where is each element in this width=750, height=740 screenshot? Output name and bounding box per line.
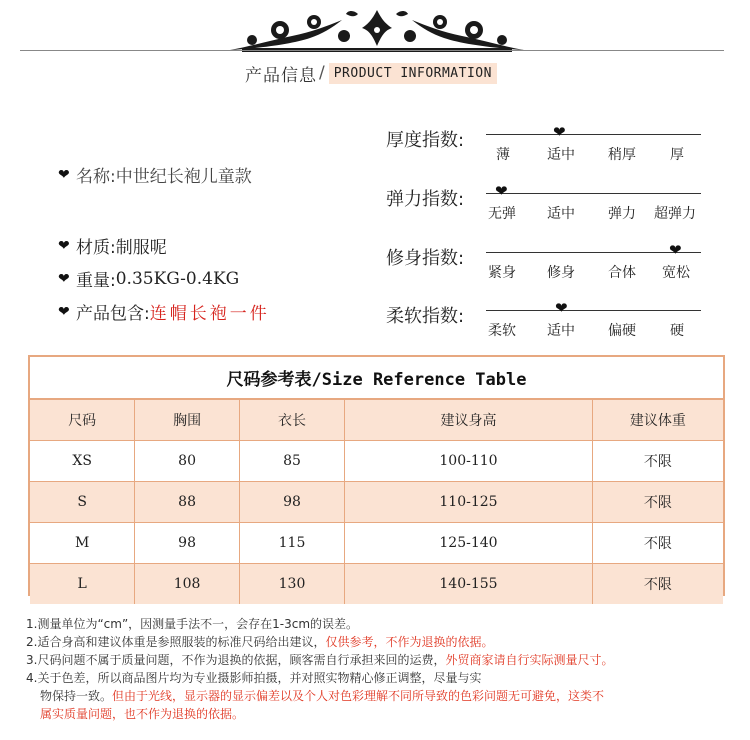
section-title [245, 60, 497, 86]
note-4-cont [26, 687, 741, 705]
heart-marker-icon: ❤ [555, 299, 568, 317]
table-cell: 98 [240, 482, 345, 522]
table-cell: M [30, 523, 135, 563]
material-value: 制服呢 [115, 238, 167, 258]
note-text: 4.关于色差，所以商品图片均为专业摄影师拍摄，并对照实物精心修正调整，尽量与实 [26, 671, 482, 685]
index-label: 厚度指数: [386, 130, 465, 151]
heart-marker-icon: ❤ [669, 241, 682, 259]
table-row [30, 441, 723, 482]
table-cell: 130 [240, 564, 345, 604]
index-label: 柔软指数: [386, 306, 465, 327]
note-4-end [26, 705, 741, 723]
table-cell: 不限 [643, 454, 672, 470]
info-name-row [58, 162, 252, 187]
index-option: 适中 [547, 323, 575, 339]
table-row [30, 564, 723, 604]
material-label: 材质: [76, 238, 116, 258]
index-option: 柔软 [488, 323, 516, 339]
table-cell: XS [30, 441, 135, 481]
index-option: 适中 [547, 206, 575, 222]
index-option: 无弹 [488, 206, 516, 222]
title-slash: / [319, 63, 325, 83]
table-cell: 125-140 [345, 523, 593, 563]
index-option: 合体 [608, 265, 636, 281]
header-cell: 胸围 [135, 400, 239, 440]
note-3 [26, 651, 741, 669]
index-option: 紧身 [488, 265, 516, 281]
thickness-index [386, 123, 716, 176]
header-cell: 建议体重 [629, 413, 686, 429]
note-warning: 仅供参考，不作为退换的依据。 [325, 635, 494, 649]
note-1 [26, 615, 741, 633]
table-cell: 88 [135, 482, 239, 522]
table-cell: 100-110 [345, 441, 593, 481]
table-cell: 80 [135, 441, 239, 481]
table-cell: 98 [135, 523, 239, 563]
index-option: 超弹力 [654, 206, 696, 222]
table-cell: 不限 [643, 577, 672, 593]
note-warning: 外贸商家请自行实际测量尺寸。 [445, 653, 614, 667]
index-scale [486, 310, 701, 311]
header-divider [20, 50, 724, 51]
index-option: 适中 [547, 147, 575, 163]
heart-icon: ❤ [58, 270, 70, 287]
table-row [30, 482, 723, 523]
name-label: 名称: [76, 167, 116, 187]
elasticity-index [386, 182, 716, 235]
index-option: 修身 [547, 265, 575, 281]
includes-value: 连帽长袍一件 [149, 304, 270, 324]
table-cell: 不限 [643, 495, 672, 511]
note-2 [26, 633, 741, 651]
index-option: 稍厚 [608, 147, 636, 163]
note-text: 2.适合身高和建议体重是参照服装的标准尺码给出建议， [26, 635, 326, 649]
weight-label: 重量: [76, 271, 116, 291]
header-cell: 尺码 [30, 400, 135, 440]
table-header-row [30, 400, 723, 441]
index-option: 薄 [496, 147, 510, 163]
table-cell: S [30, 482, 135, 522]
heart-marker-icon: ❤ [553, 123, 566, 141]
notes-section [26, 615, 741, 723]
index-option: 偏硬 [608, 323, 636, 339]
table-title: 尺码参考表/Size Reference Table [30, 357, 723, 400]
name-value: 中世纪长袍儿童款 [115, 167, 252, 187]
note-warning: 但由于光线，显示器的显示偏差以及个人对色彩理解不同所导致的色彩问题无可避免，这类不 [112, 689, 605, 703]
heart-icon: ❤ [58, 237, 70, 254]
header-cell: 建议身高 [345, 400, 593, 440]
note-warning: 属实质量问题，也不作为退换的依据。 [40, 707, 245, 721]
softness-index [386, 299, 716, 352]
title-cn: 产品信息 [245, 65, 317, 86]
title-en: PRODUCT INFORMATION [329, 63, 497, 84]
info-material-row [58, 233, 167, 258]
table-cell: 不限 [643, 536, 672, 552]
heart-icon: ❤ [58, 166, 70, 183]
note-text: 3.尺码问题不属于质量问题，不作为退换的依据，顾客需自行承担来回的运费， [26, 653, 446, 667]
heart-marker-icon: ❤ [495, 182, 508, 200]
note-text: 1.测量单位为“cm”，因测量手法不一，会存在1-3cm的误差。 [26, 617, 359, 631]
weight-value: 0.35KG-0.4KG [115, 268, 240, 289]
table-cell: L [30, 564, 135, 604]
index-scale [486, 193, 701, 194]
note-4 [26, 669, 741, 687]
note-text: 物保持一致。 [40, 689, 113, 703]
index-label: 修身指数: [386, 248, 465, 269]
info-weight-row [58, 266, 239, 291]
includes-label: 产品包含: [76, 304, 150, 324]
index-option: 宽松 [662, 265, 690, 281]
table-cell: 140-155 [345, 564, 593, 604]
table-cell: 108 [135, 564, 239, 604]
size-reference-table [28, 355, 725, 596]
index-option: 厚 [670, 147, 684, 163]
heart-icon: ❤ [58, 303, 70, 320]
index-option: 弹力 [608, 206, 636, 222]
index-option: 硬 [670, 323, 684, 339]
info-includes-row [58, 299, 270, 324]
ornament-decoration [222, 6, 532, 52]
table-cell: 115 [240, 523, 345, 563]
table-cell: 85 [240, 441, 345, 481]
table-row [30, 523, 723, 564]
index-scale [486, 134, 701, 135]
fit-index [386, 241, 716, 294]
header-cell: 衣长 [240, 400, 345, 440]
table-cell: 110-125 [345, 482, 593, 522]
index-label: 弹力指数: [386, 189, 465, 210]
